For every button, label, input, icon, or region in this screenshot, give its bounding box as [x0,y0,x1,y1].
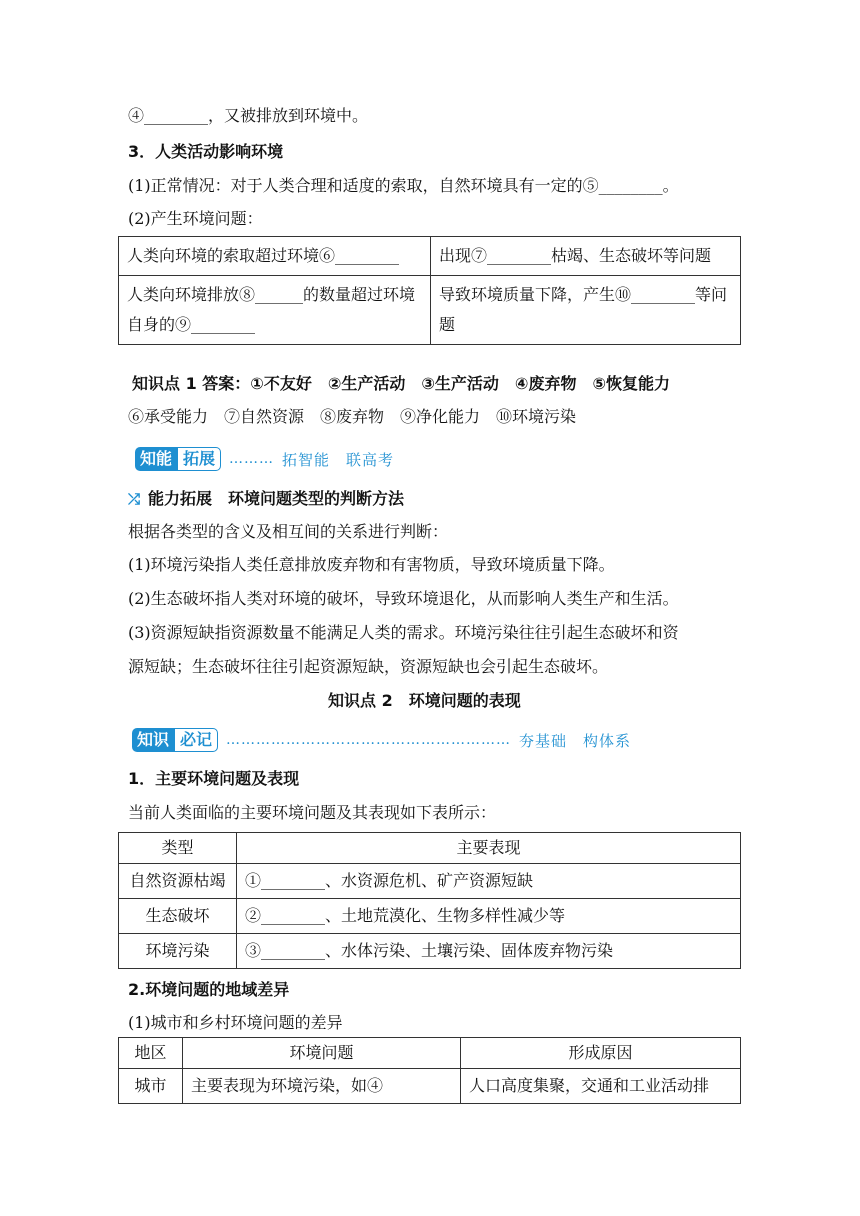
badge-dots: ………………………………………………… [226,732,512,748]
extension-paragraph: 源短缺；生态破坏往往引起资源短缺，资源短缺也会引起生态破坏。 [128,657,609,676]
urban-rural-table [118,1037,741,1104]
table-header: 地区 [119,1038,183,1069]
main-problems-table [118,832,741,969]
table-cell: 人口高度集聚，交通和工业活动排 [461,1069,741,1104]
table-row [119,237,741,276]
table-row [119,864,741,899]
extension-paragraph: 根据各类型的含义及相互间的关系进行判断： [128,522,449,541]
badge-part-b: 必记 [174,728,218,752]
table-cell: 生态破坏 [119,899,237,934]
extension-paragraph: (3)资源短缺指资源数量不能满足人类的需求。环境污染往往引起生态破坏和资 [128,623,679,642]
impact-table [118,236,741,345]
table-row [119,1069,741,1104]
table-cell: 城市 [119,1069,183,1104]
table-cell: ②________、土地荒漠化、生物多样性减少等 [237,899,741,934]
table-row [119,934,741,969]
table-header: 环境问题 [183,1038,461,1069]
table-cell: 导致环境质量下降，产生⑩________等问题 [431,276,741,345]
table-cell: 自然资源枯竭 [119,864,237,899]
extension-paragraph: (2)生态破坏指人类对环境的破坏，导致环境退化，从而影响人类生产和生活。 [128,589,679,608]
table-row [119,276,741,345]
table-cell: 出现⑦________枯竭、生态破坏等问题 [431,237,741,276]
table-row [119,899,741,934]
subsection-heading: (1)城市和乡村环境问题的差异 [128,1013,343,1032]
section-heading-3: 3．人类活动影响环境 [128,142,284,161]
answers-text: 知识点 1 答案：①不友好 ②生产活动 ③生产活动 ④废弃物 ⑤恢复能力 [132,374,671,393]
table-header: 形成原因 [461,1038,741,1069]
badge-tagline: 拓智能 联高考 [282,450,395,469]
table-header-row [119,1038,741,1069]
knowledge-point-2-title: 知识点 2 环境问题的表现 [328,691,521,710]
table-header: 类型 [119,833,237,864]
extension-title [128,487,404,511]
section-heading-1: 1．主要环境问题及表现 [128,769,300,788]
table-cell: ①________、水资源危机、矿产资源短缺 [237,864,741,899]
answers-line-2: ⑥承受能力 ⑦自然资源 ⑧废弃物 ⑨净化能力 ⑩环境污染 [128,407,577,426]
paragraph-normal-condition: (1)正常情况：对于人类合理和适度的索取，自然环境具有一定的⑤________。 [128,176,679,195]
shuffle-icon: ⤮ [128,490,141,508]
badge-tagline: 夯基础 构体系 [519,731,632,750]
section-heading-2: 2.环境问题的地域差异 [128,980,290,999]
table-cell: ③________、水体污染、土壤污染、固体废弃物污染 [237,934,741,969]
table-cell: 环境污染 [119,934,237,969]
answers-line-1 [132,372,670,396]
table-header-row [119,833,741,864]
section-badge-extension [135,446,394,472]
badge-part-a: 知识 [132,728,174,752]
badge-part-a: 知能 [135,447,177,471]
table-cell: 人类向环境的索取超过环境⑥________ [119,237,431,276]
table-cell: 人类向环境排放⑧______的数量超过环境自身的⑨________ [119,276,431,345]
fill-blank-line: ④________，又被排放到环境中。 [128,106,369,125]
table-intro: 当前人类面临的主要环境问题及其表现如下表所示： [128,803,497,822]
paragraph-problem: (2)产生环境问题： [128,209,263,228]
table-cell: 主要表现为环境污染，如④ [183,1069,461,1104]
extension-paragraph: (1)环境污染指人类任意排放废弃物和有害物质，导致环境质量下降。 [128,555,615,574]
badge-part-b: 拓展 [177,447,221,471]
section-badge-knowledge [132,727,631,753]
table-header: 主要表现 [237,833,741,864]
badge-dots: ……… [229,451,275,467]
extension-title-text: 能力拓展 环境问题类型的判断方法 [148,489,405,508]
